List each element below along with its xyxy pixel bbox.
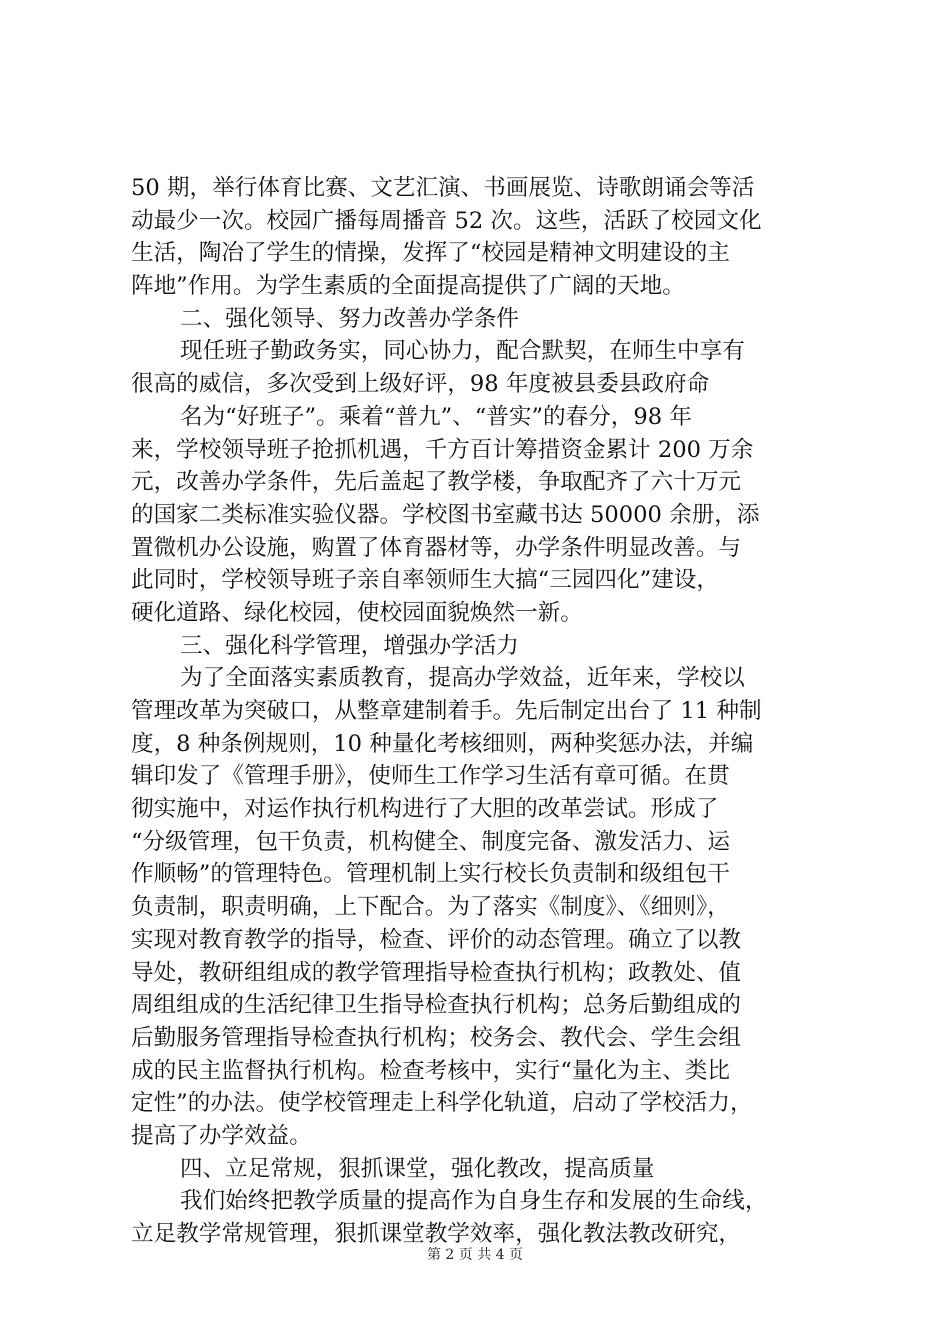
page-footer bbox=[0, 1245, 950, 1265]
body-line: 立足教学常规管理，狠抓课堂教学效率，强化教法教改研究， bbox=[131, 1221, 742, 1247]
body-line: 实现对教育教学的指导，检查、评价的动态管理。确立了以教 bbox=[131, 926, 742, 953]
body-line: 50 期，举行体育比赛、文艺汇演、书画展览、诗歌朗诵会等活 bbox=[131, 175, 755, 201]
document-body bbox=[131, 172, 831, 1251]
body-line: 名为“好班子”。乘着“普九”、“普实”的春分，98 年 bbox=[180, 403, 692, 430]
body-line: 硬化道路、绿化校园，使校园面貌焕然一新。 bbox=[131, 599, 583, 626]
body-line: 生活，陶冶了学生的情操，发挥了“校园是精神文明建设的主 bbox=[131, 240, 730, 267]
body-line: 来，学校领导班子抢抓机遇，千方百计筹措资金累计 200 万余 bbox=[131, 436, 754, 463]
page-number-label: 第 2 页 共 4 页 bbox=[426, 1247, 524, 1263]
body-line: 负责制，职责明确，上下配合。为了落实《制度》、《细则》， bbox=[131, 894, 730, 921]
body-line: 成的民主监督执行机构。检查考核中，实行“量化为主、类比 bbox=[131, 1057, 730, 1084]
body-line: 管理改革为突破口，从整章建制着手。先后制定出台了 11 种制 bbox=[131, 698, 762, 724]
body-line: 我们始终把教学质量的提高作为自身生存和发展的生命线， bbox=[180, 1188, 768, 1215]
body-line: 定性”的办法。使学校管理走上科学化轨道，启动了学校活力， bbox=[131, 1090, 753, 1117]
body-line: 的国家二类标准实验仪器。学校图书室藏书达 50000 余册，添 bbox=[131, 501, 760, 528]
body-line: 元，改善办学条件，先后盖起了教学楼，争取配齐了六十万元 bbox=[131, 469, 742, 496]
body-line: 阵地”作用。为学生素质的全面提高提供了广阔的天地。 bbox=[131, 273, 685, 300]
body-line: 置微机办公设施，购置了体育器材等，办学条件明显改善。与 bbox=[131, 534, 742, 561]
body-line: 作顺畅”的管理特色。管理机制上实行校长负责制和级组包干 bbox=[131, 861, 730, 888]
body-line: 彻实施中，对运作执行机构进行了大胆的改革尝试。形成了 bbox=[131, 796, 719, 823]
section-heading: 二、强化领导、努力改善办学条件 bbox=[180, 305, 519, 332]
body-line: 动最少一次。校园广播每周播音 52 次。这些，活跃了校园文化 bbox=[131, 207, 762, 234]
body-line: “分级管理，包干负责，机构健全、制度完备、激发活力、运 bbox=[131, 828, 730, 855]
body-line: 现任班子勤政务实，同心协力，配合默契，在师生中享有 bbox=[180, 338, 745, 365]
section-heading: 三、强化科学管理，增强办学活力 bbox=[180, 632, 519, 659]
section-heading: 四、立足常规，狠抓课堂，强化教改，提高质量 bbox=[180, 1155, 655, 1182]
body-line: 辑印发了《管理手册》，使师生工作学习生活有章可循。在贯 bbox=[131, 763, 730, 790]
body-line: 度，8 种条例规则，10 种量化考核细则，两种奖惩办法，并编 bbox=[131, 730, 754, 757]
body-line: 周组组成的生活纪律卫生指导检查执行机构；总务后勤组成的 bbox=[131, 992, 742, 1019]
body-line: 很高的威信，多次受到上级好评，98 年度被县委县政府命 bbox=[131, 371, 710, 398]
body-line: 为了全面落实素质教育，提高办学效益，近年来，学校以 bbox=[180, 665, 745, 692]
body-line: 此同时，学校领导班子亲自率领师生大搞“三园四化”建设， bbox=[131, 567, 719, 594]
body-line: 导处，教研组组成的教学管理指导检查执行机构；政教处、值 bbox=[131, 959, 742, 986]
body-line: 提高了办学效益。 bbox=[131, 1122, 312, 1149]
body-line: 后勤服务管理指导检查执行机构；校务会、教代会、学生会组 bbox=[131, 1024, 742, 1051]
